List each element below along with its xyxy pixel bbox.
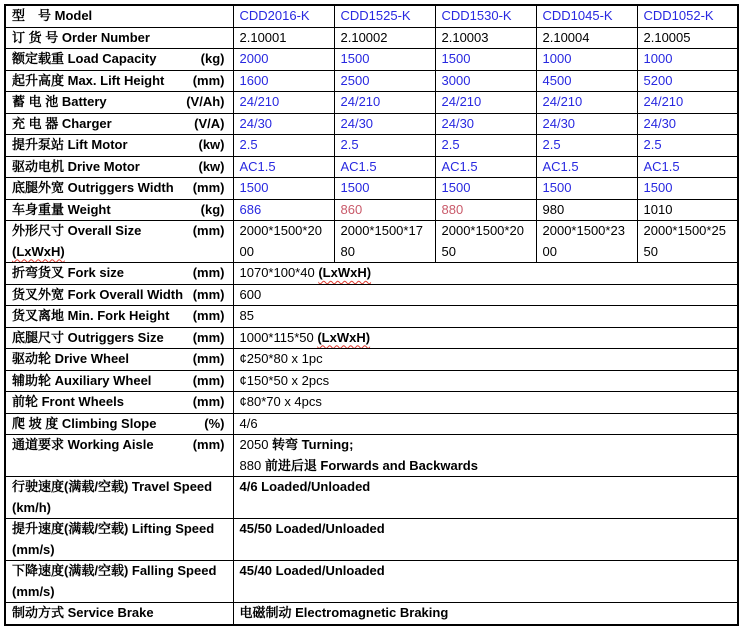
table-row-max-lift-height bbox=[5, 70, 738, 92]
text-segment: 2500 bbox=[340, 72, 370, 88]
cell-working-aisle bbox=[233, 435, 738, 477]
text-segment: AC1.5 bbox=[542, 158, 579, 174]
table-row-overall-size bbox=[5, 221, 738, 263]
text-segment: 2.10002 bbox=[340, 29, 388, 45]
row-unit-climbing-slope: (%) bbox=[204, 415, 225, 431]
text-segment: 1010 bbox=[643, 201, 673, 217]
text-segment: 1000 bbox=[542, 51, 572, 66]
cell-charger-CDD1052-K bbox=[637, 113, 738, 135]
text-segment: 蓄 电 池 Battery bbox=[12, 94, 107, 109]
row-label-battery bbox=[5, 92, 233, 114]
text-segment: 2.10001 bbox=[239, 29, 287, 45]
cell-weight-CDD1045-K bbox=[536, 199, 637, 221]
text-segment: 车身重量 Weight bbox=[12, 201, 111, 217]
row-unit-drive-motor: (kw) bbox=[198, 158, 225, 174]
text-segment: 880 bbox=[441, 201, 464, 217]
row-unit-min-fork-height: (mm) bbox=[192, 308, 225, 323]
cell-overall-size-CDD1530-K bbox=[435, 221, 536, 263]
row-label-text bbox=[12, 306, 169, 327]
row-label-wrap bbox=[12, 263, 227, 284]
row-label-lifting-speed bbox=[5, 519, 233, 561]
cell-outriggers-width-CDD1525-K bbox=[334, 178, 435, 200]
row-label-text bbox=[12, 479, 212, 494]
row-label-falling-speed bbox=[5, 561, 233, 603]
cell-auxiliary-wheel bbox=[233, 370, 738, 392]
cell-model-CDD1045-K bbox=[536, 5, 637, 27]
cell-drive-motor-CDD1530-K bbox=[435, 156, 536, 178]
text-segment: 2000*1500*1780 bbox=[340, 223, 423, 259]
text-segment: 2000*1500*2550 bbox=[643, 223, 726, 259]
cell-drive-motor-CDD1052-K bbox=[637, 156, 738, 178]
row-unit-drive-wheel: (mm) bbox=[192, 351, 225, 366]
text-segment: 2.10004 bbox=[542, 29, 590, 45]
table-row-fork-overall-width bbox=[5, 284, 738, 306]
text-segment: 驱动电机 Drive Motor bbox=[12, 158, 140, 174]
text-segment: 24/210 bbox=[340, 94, 381, 109]
text-segment: 24/210 bbox=[643, 94, 684, 109]
row-label-wrap bbox=[12, 328, 227, 349]
cell-drive-motor-CDD1525-K bbox=[334, 156, 435, 178]
row-label-wrap bbox=[12, 371, 227, 392]
text-segment: 底腿尺寸 Outriggers Size bbox=[12, 329, 164, 345]
row-label-text bbox=[12, 263, 124, 284]
text-segment: 1000 bbox=[643, 51, 673, 66]
text-segment: ¢80*70 x 4pcs bbox=[239, 394, 322, 409]
cell-load-capacity-CDD2016-K bbox=[233, 49, 334, 71]
cell-battery-CDD1525-K bbox=[334, 92, 435, 114]
text-segment: 通道要求 Working Aisle bbox=[12, 437, 154, 452]
row-label-drive-motor bbox=[5, 156, 233, 178]
row-label-outriggers-size bbox=[5, 327, 233, 349]
spec-table bbox=[4, 4, 739, 626]
row-label-wrap bbox=[12, 392, 227, 413]
cell-model-CDD1052-K bbox=[637, 5, 738, 27]
text-segment: 45/50 Loaded/Unloaded bbox=[239, 521, 385, 536]
cell-outriggers-width-CDD1052-K bbox=[637, 178, 738, 200]
text-segment: 3000 bbox=[441, 72, 471, 88]
cell-falling-speed bbox=[233, 561, 738, 603]
cell-model-CDD2016-K bbox=[233, 5, 334, 27]
cell-battery-CDD1530-K bbox=[435, 92, 536, 114]
row-label-charger bbox=[5, 113, 233, 135]
cell-outriggers-size bbox=[233, 327, 738, 349]
cell-max-lift-height-CDD2016-K bbox=[233, 70, 334, 92]
row-unit-weight: (kg) bbox=[200, 201, 225, 217]
row-label-wrap bbox=[12, 285, 227, 306]
row-label-text bbox=[12, 221, 189, 262]
row-label-load-capacity bbox=[5, 49, 233, 71]
table-row-charger bbox=[5, 113, 738, 135]
row-label-text bbox=[12, 28, 150, 49]
row-label-wrap bbox=[12, 92, 227, 113]
row-unit-working-aisle: (mm) bbox=[192, 437, 225, 452]
row-label-text bbox=[12, 114, 112, 135]
cell-charger-CDD1530-K bbox=[435, 113, 536, 135]
text-segment: (LxWxH) bbox=[318, 265, 372, 280]
cell-outriggers-width-CDD1045-K bbox=[536, 178, 637, 200]
cell-order-number-CDD2016-K bbox=[233, 27, 334, 49]
table-row-lifting-speed bbox=[5, 519, 738, 561]
cell-battery-CDD2016-K bbox=[233, 92, 334, 114]
cell-weight-CDD1530-K bbox=[435, 199, 536, 221]
text-segment: 1600 bbox=[239, 72, 269, 88]
cell-overall-size-CDD2016-K bbox=[233, 221, 334, 263]
text-segment: 1500 bbox=[441, 180, 471, 195]
row-unit-fork-size: (mm) bbox=[192, 265, 225, 280]
table-row-lift-motor bbox=[5, 135, 738, 157]
text-segment: 1070*100*40 bbox=[239, 265, 319, 280]
text-segment: 型 号 Model bbox=[12, 8, 93, 23]
cell-weight-CDD2016-K bbox=[233, 199, 334, 221]
row-label-text bbox=[12, 285, 183, 306]
row-unit-max-lift-height: (mm) bbox=[192, 72, 225, 88]
cell-max-lift-height-CDD1525-K bbox=[334, 70, 435, 92]
row-label-climbing-slope bbox=[5, 413, 233, 435]
cell-lift-motor-CDD1525-K bbox=[334, 135, 435, 157]
row-label-wrap bbox=[12, 6, 227, 27]
table-row-outriggers-size bbox=[5, 327, 738, 349]
cell-overall-size-CDD1045-K bbox=[536, 221, 637, 263]
cell-drive-motor-CDD2016-K bbox=[233, 156, 334, 178]
cell-load-capacity-CDD1530-K bbox=[435, 49, 536, 71]
cell-lift-motor-CDD1045-K bbox=[536, 135, 637, 157]
row-label-travel-speed bbox=[5, 477, 233, 519]
text-segment: 2000 bbox=[239, 51, 269, 66]
cell-lift-motor-CDD1052-K bbox=[637, 135, 738, 157]
text-segment: 686 bbox=[239, 201, 262, 217]
table-row-drive-wheel bbox=[5, 349, 738, 371]
cell-lift-motor-CDD1530-K bbox=[435, 135, 536, 157]
row-label-text bbox=[12, 371, 151, 392]
text-segment: 1500 bbox=[239, 180, 269, 195]
text-segment: 行驶速度(满载/空载) Travel Speed bbox=[12, 479, 213, 494]
row-label-text bbox=[12, 135, 128, 156]
text-segment: 2.5 bbox=[542, 137, 561, 152]
table-row-battery bbox=[5, 92, 738, 114]
text-segment: 24/210 bbox=[542, 94, 583, 109]
text-segment: 24/210 bbox=[441, 94, 482, 109]
table-row-climbing-slope bbox=[5, 413, 738, 435]
text-segment: 提升速度(满载/空载) Lifting Speed bbox=[12, 521, 215, 536]
table-row-service-brake bbox=[5, 603, 738, 625]
row-label-text bbox=[12, 92, 107, 113]
text-segment: 24/30 bbox=[441, 115, 475, 131]
row-label-text bbox=[12, 521, 214, 536]
text-segment: 下降速度(满载/空载) Falling Speed bbox=[12, 563, 217, 578]
cell-order-number-CDD1045-K bbox=[536, 27, 637, 49]
text-segment: 2000*1500*2050 bbox=[441, 223, 524, 259]
text-segment: (LxWxH) bbox=[317, 329, 371, 345]
cell-max-lift-height-CDD1530-K bbox=[435, 70, 536, 92]
text-segment: 电磁制动 Electromagnetic Braking bbox=[239, 605, 449, 620]
row-unit-falling-speed: (mm/s) bbox=[12, 583, 55, 599]
cell-front-wheels bbox=[233, 392, 738, 414]
row-label-outriggers-width bbox=[5, 178, 233, 200]
row-label-text bbox=[12, 349, 129, 370]
text-segment: CDD1052-K bbox=[643, 8, 714, 23]
cell-service-brake bbox=[233, 603, 738, 625]
table-row-weight bbox=[5, 199, 738, 221]
table-row-order-number bbox=[5, 27, 738, 49]
text-segment: CDD1045-K bbox=[542, 8, 613, 23]
row-label-text bbox=[12, 328, 164, 349]
text-segment: 货叉外宽 Fork Overall Width bbox=[12, 286, 184, 302]
row-label-wrap bbox=[12, 477, 227, 518]
cell-weight-CDD1052-K bbox=[637, 199, 738, 221]
text-segment: ¢150*50 x 2pcs bbox=[239, 372, 330, 388]
text-segment: 货叉离地 Min. Fork Height bbox=[12, 308, 170, 323]
cell-max-lift-height-CDD1045-K bbox=[536, 70, 637, 92]
text-segment: 1500 bbox=[441, 51, 471, 66]
row-label-text bbox=[12, 178, 174, 199]
text-segment: 2.5 bbox=[441, 137, 460, 152]
row-label-text bbox=[12, 157, 140, 178]
cell-load-capacity-CDD1525-K bbox=[334, 49, 435, 71]
text-segment: 起升高度 Max. Lift Height bbox=[12, 72, 165, 88]
row-unit-fork-overall-width: (mm) bbox=[192, 286, 225, 302]
row-label-wrap bbox=[12, 221, 227, 262]
cell-battery-CDD1052-K bbox=[637, 92, 738, 114]
row-unit-battery: (V/Ah) bbox=[186, 94, 225, 109]
row-unit-lifting-speed: (mm/s) bbox=[12, 541, 55, 557]
text-segment: 45/40 Loaded/Unloaded bbox=[239, 563, 385, 578]
text-segment: 4500 bbox=[542, 72, 572, 88]
table-row-fork-size bbox=[5, 263, 738, 285]
row-label-lift-motor bbox=[5, 135, 233, 157]
cell-model-CDD1530-K bbox=[435, 5, 536, 27]
table-row-auxiliary-wheel bbox=[5, 370, 738, 392]
table-row-outriggers-width bbox=[5, 178, 738, 200]
row-label-text bbox=[12, 392, 124, 413]
row-unit-outriggers-width: (mm) bbox=[192, 180, 225, 195]
text-segment: 2.10003 bbox=[441, 29, 489, 45]
row-label-wrap bbox=[12, 178, 227, 199]
cell-order-number-CDD1530-K bbox=[435, 27, 536, 49]
row-label-text bbox=[12, 563, 216, 578]
row-unit-load-capacity: (kg) bbox=[200, 51, 225, 66]
text-segment: 2.5 bbox=[340, 137, 359, 152]
row-label-wrap bbox=[12, 561, 227, 602]
cell-fork-size bbox=[233, 263, 738, 285]
text-segment: 驱动轮 Drive Wheel bbox=[12, 351, 130, 366]
row-label-min-fork-height bbox=[5, 306, 233, 328]
row-label-wrap bbox=[12, 28, 227, 49]
text-segment: 前进后退 Forwards and Backwards bbox=[264, 457, 478, 473]
text-segment: (LxWxH) bbox=[12, 243, 65, 259]
row-label-fork-size bbox=[5, 263, 233, 285]
row-label-drive-wheel bbox=[5, 349, 233, 371]
text-segment: 860 bbox=[340, 201, 363, 217]
table-row-load-capacity bbox=[5, 49, 738, 71]
text-segment: 辅助轮 Auxiliary Wheel bbox=[12, 372, 152, 388]
table-row-falling-speed bbox=[5, 561, 738, 603]
cell-fork-overall-width bbox=[233, 284, 738, 306]
text-segment: 85 bbox=[239, 308, 254, 323]
table-row-front-wheels bbox=[5, 392, 738, 414]
cell-overall-size-CDD1052-K bbox=[637, 221, 738, 263]
text-segment: 4/6 Loaded/Unloaded bbox=[239, 479, 371, 494]
text-segment: 2000*1500*2300 bbox=[542, 223, 625, 259]
text-segment: 880 bbox=[239, 457, 265, 473]
text-segment: 1500 bbox=[643, 180, 673, 195]
text-segment: 底腿外宽 Outriggers Width bbox=[12, 180, 174, 195]
text-segment: 4/6 bbox=[239, 415, 258, 431]
row-label-model bbox=[5, 5, 233, 27]
text-segment: 前轮 Front Wheels bbox=[12, 394, 124, 409]
row-label-text bbox=[12, 6, 92, 27]
text-segment: AC1.5 bbox=[340, 158, 377, 174]
row-unit-overall-size: (mm) bbox=[192, 223, 225, 238]
text-segment: 1500 bbox=[542, 180, 572, 195]
row-unit-travel-speed: (km/h) bbox=[12, 499, 51, 515]
text-segment: AC1.5 bbox=[239, 158, 276, 174]
row-unit-outriggers-size: (mm) bbox=[192, 329, 225, 345]
text-segment: 提升泵站 Lift Motor bbox=[12, 137, 128, 152]
row-label-text bbox=[12, 603, 154, 624]
text-segment: CDD1530-K bbox=[441, 8, 512, 23]
text-segment: 1500 bbox=[340, 51, 370, 66]
row-unit-front-wheels: (mm) bbox=[192, 394, 225, 409]
cell-order-number-CDD1052-K bbox=[637, 27, 738, 49]
cell-lift-motor-CDD2016-K bbox=[233, 135, 334, 157]
text-segment: 2.10005 bbox=[643, 29, 691, 45]
row-label-max-lift-height bbox=[5, 70, 233, 92]
cell-overall-size-CDD1525-K bbox=[334, 221, 435, 263]
cell-weight-CDD1525-K bbox=[334, 199, 435, 221]
text-segment: 5200 bbox=[643, 72, 673, 88]
row-label-text bbox=[12, 435, 154, 456]
row-label-wrap bbox=[12, 519, 227, 560]
text-segment: 外形尺寸 Overall Size bbox=[12, 223, 142, 238]
text-segment: 600 bbox=[239, 286, 262, 302]
row-label-wrap bbox=[12, 114, 227, 135]
row-label-wrap bbox=[12, 306, 227, 327]
row-unit-charger: (V/A) bbox=[194, 115, 225, 131]
row-label-service-brake bbox=[5, 603, 233, 625]
text-segment: 980 bbox=[542, 201, 565, 217]
table-row-drive-motor bbox=[5, 156, 738, 178]
row-unit-lift-motor: (kw) bbox=[198, 137, 225, 152]
cell-order-number-CDD1525-K bbox=[334, 27, 435, 49]
table-row-min-fork-height bbox=[5, 306, 738, 328]
row-label-wrap bbox=[12, 157, 227, 178]
text-segment: 折弯货叉 Fork size bbox=[12, 265, 124, 280]
text-segment: 充 电 器 Charger bbox=[12, 115, 112, 131]
cell-load-capacity-CDD1052-K bbox=[637, 49, 738, 71]
cell-charger-CDD1045-K bbox=[536, 113, 637, 135]
row-label-text bbox=[12, 71, 164, 92]
cell-model-CDD1525-K bbox=[334, 5, 435, 27]
row-label-wrap bbox=[12, 71, 227, 92]
cell-outriggers-width-CDD1530-K bbox=[435, 178, 536, 200]
cell-drive-wheel bbox=[233, 349, 738, 371]
row-label-wrap bbox=[12, 435, 227, 456]
text-segment: 24/30 bbox=[643, 115, 677, 131]
text-segment: AC1.5 bbox=[643, 158, 680, 174]
text-segment: 2050 bbox=[239, 437, 273, 452]
text-segment: CDD1525-K bbox=[340, 8, 411, 23]
text-segment: 24/210 bbox=[239, 94, 280, 109]
row-label-auxiliary-wheel bbox=[5, 370, 233, 392]
cell-climbing-slope bbox=[233, 413, 738, 435]
cell-outriggers-width-CDD2016-K bbox=[233, 178, 334, 200]
table-row-model bbox=[5, 5, 738, 27]
cell-travel-speed bbox=[233, 477, 738, 519]
cell-max-lift-height-CDD1052-K bbox=[637, 70, 738, 92]
row-unit-auxiliary-wheel: (mm) bbox=[192, 372, 225, 388]
cell-drive-motor-CDD1045-K bbox=[536, 156, 637, 178]
row-label-wrap bbox=[12, 603, 227, 624]
row-label-front-wheels bbox=[5, 392, 233, 414]
row-label-fork-overall-width bbox=[5, 284, 233, 306]
text-segment: 制动方式 Service Brake bbox=[12, 605, 154, 620]
row-label-weight bbox=[5, 199, 233, 221]
table-row-working-aisle bbox=[5, 435, 738, 477]
cell-charger-CDD1525-K bbox=[334, 113, 435, 135]
cell-min-fork-height bbox=[233, 306, 738, 328]
text-segment: 2000*1500*2000 bbox=[239, 223, 322, 259]
text-segment: 1500 bbox=[340, 180, 370, 195]
text-segment: 1000*115*50 bbox=[239, 329, 318, 345]
cell-lifting-speed bbox=[233, 519, 738, 561]
row-label-text bbox=[12, 414, 156, 435]
text-segment: 订 货 号 Order Number bbox=[12, 29, 150, 45]
row-label-text bbox=[12, 49, 156, 70]
cell-load-capacity-CDD1045-K bbox=[536, 49, 637, 71]
text-segment: 24/30 bbox=[239, 115, 273, 131]
row-label-order-number bbox=[5, 27, 233, 49]
text-segment: AC1.5 bbox=[441, 158, 478, 174]
text-segment: 24/30 bbox=[542, 115, 576, 131]
row-label-wrap bbox=[12, 414, 227, 435]
row-label-overall-size bbox=[5, 221, 233, 263]
text-segment: 2.5 bbox=[239, 137, 258, 152]
row-label-wrap bbox=[12, 135, 227, 156]
text-segment: 爬 坡 度 Climbing Slope bbox=[12, 415, 157, 431]
cell-charger-CDD2016-K bbox=[233, 113, 334, 135]
row-label-text bbox=[12, 200, 111, 221]
row-label-wrap bbox=[12, 49, 227, 70]
text-segment: 24/30 bbox=[340, 115, 374, 131]
text-segment: 额定载重 Load Capacity bbox=[12, 51, 157, 66]
text-segment: ¢250*80 x 1pc bbox=[239, 351, 323, 366]
row-label-wrap bbox=[12, 349, 227, 370]
text-segment: CDD2016-K bbox=[239, 8, 310, 23]
row-label-wrap bbox=[12, 200, 227, 221]
text-segment: 2.5 bbox=[643, 137, 662, 152]
spec-table-body bbox=[5, 5, 738, 625]
text-segment: 转弯 Turning; bbox=[272, 437, 354, 452]
row-label-working-aisle bbox=[5, 435, 233, 477]
cell-battery-CDD1045-K bbox=[536, 92, 637, 114]
table-row-travel-speed bbox=[5, 477, 738, 519]
